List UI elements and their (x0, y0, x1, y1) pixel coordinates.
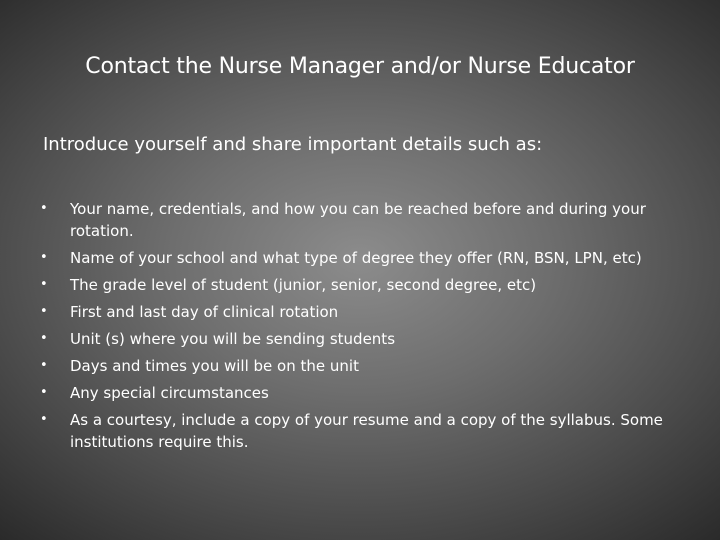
list-item-text: First and last day of clinical rotation (70, 303, 339, 321)
list-item-text: The grade level of student (junior, senior, second degree, etc) (70, 276, 537, 294)
list-item (42, 301, 682, 323)
bullet-icon: • (40, 277, 48, 292)
intro-text: Introduce yourself and share important details such as: (43, 134, 543, 155)
list-item (42, 382, 682, 404)
list-item-text: Any special circumstances (70, 384, 269, 402)
list-item (42, 409, 682, 453)
list-item (42, 274, 682, 296)
bullet-icon: • (40, 412, 48, 427)
bullet-icon: • (40, 304, 48, 319)
list-item (42, 355, 682, 377)
list-item-text: Unit (s) where you will be sending students (70, 330, 396, 348)
bullet-icon: • (40, 201, 48, 216)
list-item-text: Your name, credentials, and how you can be reached before and during your rotation. (70, 200, 646, 240)
list-item-text: Name of your school and what type of degree they offer (RN, BSN, LPN, etc) (70, 249, 642, 267)
list-item-text: Days and times you will be on the unit (70, 357, 359, 375)
bullet-icon: • (40, 358, 48, 373)
list-item (42, 247, 682, 269)
slide-title: Contact the Nurse Manager and/or Nurse Educator (85, 54, 635, 79)
list-item-text: As a courtesy, include a copy of your resume and a copy of the syllabus. Some institutions require this. (70, 411, 663, 451)
bullet-icon: • (40, 250, 48, 265)
list-item (42, 198, 682, 242)
bullet-icon: • (40, 331, 48, 346)
bullet-list (42, 198, 682, 458)
bullet-icon: • (40, 385, 48, 400)
list-item (42, 328, 682, 350)
